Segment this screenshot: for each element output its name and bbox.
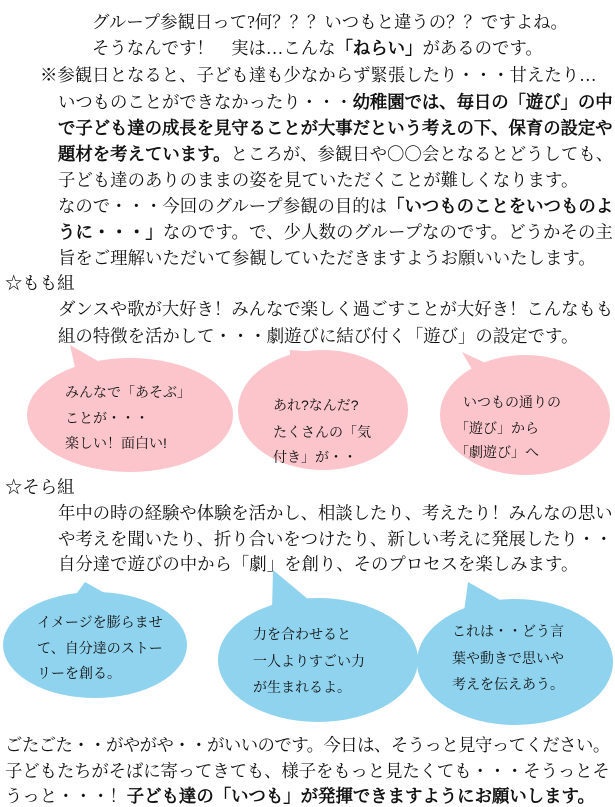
bubble-text: 葉や動きで思いや [452,650,564,666]
text: や考えを聞いたり、折り合いをつけたり、新しい考えに発展したり・・ [58,529,613,549]
bubble-text: たくさんの「気 [273,424,371,440]
text: 年中の時の経験や体験を活かし、相談したり、考えたり！みんなの思い [58,503,613,523]
bubble-text: 付き」が・・ [273,449,357,465]
text: 組の特徴を活かして・・・劇遊びに結び付く「遊び」の設定です。 [58,326,579,346]
text: 子ども達のありのままの姿を見ていただくことが難しくなります。 [58,170,579,190]
section-heading-sora [5,476,75,498]
bubble-text: が生まれるよ。 [253,679,351,695]
bold-text: 幼稚園では、毎日の「遊び」の中 [352,92,613,112]
text: があるのです。 [422,38,543,58]
text: ☆そら組 [5,477,75,497]
text: ※参観日となると、子ども達も少なからず緊張したり・・・甘えたり… [40,65,597,85]
text: そうなんです！ 実は…こんな [92,38,336,58]
bubble-text: みんなで「あそぶ」 [65,384,191,400]
bubble-text: いつもの通りの [463,394,561,410]
text: ダンスや歌が大好き！みんなで楽しく過ごすことが大好き！こんなもも [58,299,614,319]
closing-line [5,785,595,807]
bubble-text: 考えを伝えあう。 [452,676,564,692]
intro-line [58,169,578,191]
intro-line [58,143,613,165]
section-heading-momo [5,272,75,294]
bold-text: 「ねらい」 [335,38,423,58]
bold-text: 「いつものことをいつものよ [387,196,614,216]
bubble-text: 力を合わせると [253,626,351,642]
text: なので・・・今回のグループ参観の目的は [58,196,388,216]
sora-line [58,528,613,550]
text: 旨をご理解いただいて参観していただきますようお願いいたします。 [58,248,596,268]
sora-line [58,553,578,575]
bubble-text: 「劇遊び」へ [455,444,539,460]
intro-line [58,195,613,217]
bold-text: 題材を考えています。 [58,144,231,164]
text: ところが、参観日や〇〇会となるとどうしても、 [230,144,614,164]
intro-line [40,64,597,86]
text: 子どもたちがそばに寄ってきても、様子をもっと見たくても・・・そうっとそ [5,761,610,781]
bubble-text: 「遊び」から [455,420,539,436]
bold-text: で子ども達の成長を見守ることが大事だという考えの下、保育の設定や [58,118,613,138]
text: グループ参観日って?何？？？いつもと違うの？？ですよね。 [92,12,568,32]
bubble-text: 一人よりすごい力 [253,653,365,669]
bubble-text: 楽しい！面白い! [65,435,167,451]
text: なのです。で、少人数のグループなのです。どうかその主 [162,222,613,242]
momo-line [58,325,578,347]
text: うっと・・・！ [5,786,127,806]
bold-text: 子ども達の「いつも」が発揮できますようにお願いします。 [126,786,595,806]
intro-line [92,11,568,33]
text: ごたごた・・がやがや・・がいいのです。今日は、そうっと見守ってください。 [5,735,610,755]
intro-line [58,117,613,139]
intro-line [92,37,543,59]
text: いつものことができなかったり・・・ [58,92,353,112]
bubble-text: これは・・どう言 [452,623,564,639]
intro-line [58,91,613,113]
text: 自分達で遊びの中から「劇」を創り、そのプロセスを楽しみます。 [58,554,579,574]
bubble-text: イメージを膨らませ [37,614,163,630]
sora-line [58,502,613,524]
text: ☆もも組 [5,273,75,293]
bubble-text: て、自分達のストー [37,640,163,656]
bubble-text: あれ?なんだ? [273,397,359,413]
intro-line [58,247,596,269]
closing-line [5,760,610,782]
bubble-text: リーを創る。 [37,665,121,681]
momo-line [58,298,613,320]
intro-line [58,221,613,243]
bold-text: うに・・・」 [58,222,163,242]
blue-bubble-2 [218,570,418,722]
bubble-text: ことが・・・ [65,410,149,426]
closing-line [5,734,610,756]
